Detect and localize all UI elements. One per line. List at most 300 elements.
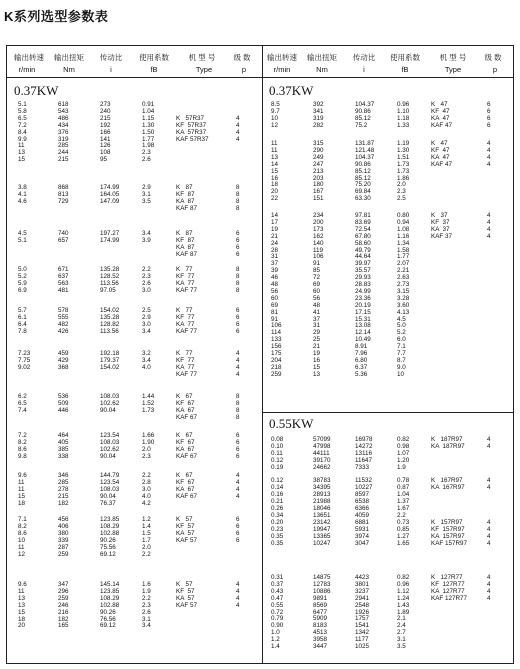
cell-factor: 1.30 [397, 146, 410, 154]
cell-factor: 1.04 [142, 107, 155, 115]
cell-factor: 1.98 [142, 142, 155, 150]
cell-factor: 2.3 [142, 149, 151, 157]
cell-model: KF 77 [176, 313, 195, 321]
cell-factor: 2.9 [142, 184, 151, 191]
cell-poles: 4 [236, 581, 240, 588]
section-037kw-right: 0.37KW [269, 83, 314, 98]
cell-ratio: 166 [100, 128, 111, 136]
cell-model: K 67 [176, 472, 193, 479]
cell-model: K 57 [176, 516, 193, 523]
cell-factor: 0.85 [397, 525, 410, 533]
cell-factor: 2.3 [397, 188, 406, 196]
cell-factor: 10 [397, 370, 405, 378]
cell-ratio: 4059 [355, 511, 370, 519]
cell-ratio: 90.04 [100, 492, 116, 500]
cell-torque: 38783 [313, 477, 331, 484]
cell-ratio: 8597 [355, 490, 370, 498]
cell-model: KA 167R97 [431, 483, 465, 491]
cell-ratio: 174.99 [100, 184, 120, 191]
cell-speed: 22 [271, 195, 279, 203]
cell-poles: 6 [236, 327, 240, 335]
cell-speed: 20 [18, 622, 26, 630]
left-header [6, 45, 262, 78]
cell-model: K 37 [431, 212, 448, 219]
cell-speed: 0.35 [271, 532, 284, 540]
cell-ratio: 128.52 [100, 272, 120, 280]
cell-ratio: 90.04 [100, 406, 116, 414]
cell-model: KAF 57 [176, 601, 197, 609]
cell-factor: 1.27 [397, 532, 410, 540]
cell-torque: 315 [313, 140, 324, 147]
cell-ratio: 3047 [355, 539, 370, 547]
cell-speed: 6.4 [18, 320, 27, 328]
cell-ratio: 113.56 [100, 327, 119, 335]
cell-ratio: 97.05 [100, 286, 116, 294]
cell-speed: 11 [18, 478, 25, 486]
cell-ratio: 6538 [355, 497, 370, 505]
header-model: 机 型 号 [188, 53, 216, 62]
cell-factor: 2.8 [142, 478, 151, 486]
cell-model: KA 157R97 [431, 532, 465, 540]
cell-factor: 1.12 [397, 587, 410, 595]
cell-torque: 25 [313, 336, 321, 344]
cell-speed: 0.55 [271, 601, 284, 609]
cell-speed: 5.9 [18, 279, 27, 287]
cell-ratio: 3801 [355, 580, 370, 588]
cell-factor: 7.1 [397, 343, 406, 351]
cell-ratio: 90.86 [355, 160, 371, 168]
cell-factor: 3.28 [397, 294, 410, 302]
cell-torque: 140 [313, 239, 324, 247]
cell-speed: 7.1 [18, 516, 27, 523]
cell-speed: 10 [271, 114, 279, 122]
cell-factor: 2.7 [397, 629, 406, 637]
cell-ratio: 11647 [355, 456, 373, 464]
cell-torque: 28913 [313, 490, 331, 498]
cell-factor: 4.13 [397, 308, 410, 316]
cell-ratio: 215 [100, 114, 111, 122]
cell-speed: 10 [18, 536, 26, 544]
cell-speed: 19 [271, 225, 279, 233]
cell-torque: 14875 [313, 574, 331, 581]
cell-poles: 6 [236, 432, 240, 439]
cell-ratio: 16978 [355, 436, 373, 443]
cell-model: KAF 67 [176, 492, 197, 500]
cell-poles: 4 [487, 218, 491, 226]
cell-torque: 346 [58, 472, 69, 479]
cell-model: KAF 47 [431, 160, 452, 168]
cell-factor: 3.9 [142, 236, 151, 244]
cell-ratio: 28.83 [355, 281, 371, 288]
cell-model: KAF 87 [176, 204, 197, 212]
cell-model: KF 87 [176, 190, 195, 198]
cell-factor: 1.51 [397, 153, 410, 161]
cell-factor: 3.15 [397, 287, 410, 295]
cell-ratio: 24.99 [355, 287, 371, 295]
cell-torque: 339 [58, 536, 69, 544]
cell-torque: 319 [313, 114, 324, 122]
cell-ratio: 108 [100, 149, 111, 157]
cell-poles: 8 [236, 190, 240, 198]
cell-ratio: 7.96 [355, 350, 368, 357]
cell-model: KA 57 [176, 594, 195, 602]
cell-factor: 2.3 [142, 601, 151, 609]
cell-torque: 341 [313, 107, 324, 115]
cell-poles: 4 [487, 483, 491, 491]
cell-poles: 4 [487, 232, 491, 240]
cell-ratio: 5931 [355, 525, 370, 533]
cell-speed: 14 [271, 160, 279, 168]
cell-factor: 0.87 [397, 483, 410, 491]
cell-ratio: 10.49 [355, 336, 371, 344]
cell-speed: 9.8 [18, 452, 27, 460]
cell-ratio: 1757 [355, 615, 370, 623]
cell-poles: 4 [236, 135, 240, 143]
cell-poles: 4 [236, 485, 240, 493]
cell-torque: 12783 [313, 580, 331, 588]
cell-ratio: 69.12 [100, 550, 116, 558]
cell-speed: 0.34 [271, 511, 284, 519]
cell-torque: 578 [58, 307, 69, 314]
cell-speed: 24 [271, 239, 279, 247]
cell-factor: 2.6 [142, 608, 151, 616]
cell-ratio: 174.99 [100, 236, 120, 244]
cell-speed: 0.43 [271, 587, 284, 595]
cell-factor: 0.91 [142, 101, 155, 108]
cell-factor: 0.98 [397, 442, 410, 450]
cell-poles: 6 [236, 438, 240, 446]
cell-speed: 0.10 [271, 442, 284, 450]
cell-torque: 244 [58, 149, 69, 157]
cell-ratio: 179.37 [100, 356, 120, 364]
cell-ratio: 144.79 [100, 472, 120, 479]
cell-model: K 157R97 [431, 519, 463, 526]
cell-ratio: 49.79 [355, 246, 371, 254]
cell-poles: 8 [236, 413, 240, 421]
cell-poles: 6 [487, 114, 491, 122]
cell-speed: 11 [18, 543, 25, 551]
header-model: 机 型 号 [439, 53, 467, 62]
cell-poles: 4 [236, 587, 240, 595]
cell-factor: 1.89 [397, 608, 410, 616]
cell-ratio: 108.03 [100, 438, 120, 446]
cell-factor: 4.0 [142, 492, 151, 500]
cell-torque: 5909 [313, 615, 328, 623]
cell-speed: 5.0 [18, 266, 27, 273]
unit-factor: fB [401, 65, 409, 74]
cell-speed: 91 [271, 315, 279, 323]
cell-speed: 11 [18, 587, 25, 595]
cell-speed: 8.6 [18, 529, 27, 537]
cell-factor: 1.04 [397, 490, 410, 498]
cell-factor: 2.9 [142, 313, 151, 321]
cell-ratio: 11532 [355, 477, 373, 484]
cell-factor: 1.50 [142, 128, 155, 136]
cell-factor: 1.65 [397, 539, 410, 547]
right-column [263, 45, 514, 664]
cell-ratio: 10227 [355, 483, 373, 491]
cell-ratio: 3974 [355, 532, 370, 540]
cell-poles: 4 [487, 436, 491, 443]
cell-poles: 8 [236, 197, 240, 205]
cell-model: KAF 157R97 [431, 539, 468, 547]
cell-torque: 23142 [313, 519, 331, 526]
cell-model: KA 87 [176, 243, 195, 251]
cell-torque: 368 [58, 363, 69, 371]
cell-ratio: 67.80 [355, 232, 371, 240]
cell-speed: 0.11 [271, 449, 283, 457]
cell-factor: 1.86 [397, 174, 410, 182]
cell-speed: 1.2 [271, 636, 280, 644]
cell-factor: 7.7 [397, 350, 406, 357]
cell-model: K 57R37 [176, 114, 205, 122]
cell-ratio: 123.85 [100, 516, 120, 523]
cell-speed: 9.7 [271, 107, 280, 115]
cell-torque: 69 [313, 281, 321, 288]
cell-torque: 234 [313, 212, 324, 219]
cell-factor: 2.07 [397, 260, 410, 268]
cell-model: K 77 [176, 266, 193, 273]
cell-model: KA 67 [176, 485, 195, 493]
cell-ratio: 12.14 [355, 329, 371, 337]
cell-speed: 9.6 [18, 581, 27, 588]
cell-model: K 57 [176, 581, 193, 588]
cell-torque: 249 [313, 153, 324, 161]
cell-speed: 48 [271, 281, 279, 288]
cell-factor: 1.37 [397, 497, 410, 505]
cell-model: KF 127R77 [431, 580, 465, 588]
cell-model: K 77 [176, 350, 193, 357]
cell-factor: 3.0 [142, 286, 151, 294]
cell-factor: 1.66 [142, 432, 155, 439]
cell-speed: 0.08 [271, 436, 284, 443]
cell-poles: 6 [236, 313, 240, 321]
cell-speed: 69 [271, 301, 279, 309]
cell-ratio: 6.80 [355, 356, 368, 364]
cell-ratio: 1541 [355, 622, 370, 630]
cell-model: KAF 67 [176, 452, 197, 460]
cell-torque: 173 [313, 225, 324, 233]
cell-speed: 17 [271, 218, 279, 226]
cell-ratio: 20.19 [355, 301, 371, 309]
cell-factor: 2.2 [142, 266, 151, 273]
cell-ratio: 85.12 [355, 114, 371, 122]
cell-torque: 8183 [313, 622, 328, 630]
cell-factor: 2.21 [397, 267, 410, 275]
cell-poles: 8 [236, 399, 240, 407]
cell-torque: 57099 [313, 436, 331, 443]
cell-speed: 175 [271, 350, 282, 357]
cell-factor: 1.9 [142, 587, 151, 595]
cell-ratio: 23.36 [355, 294, 371, 302]
cell-speed: 81 [271, 308, 279, 316]
cell-factor: 2.2 [142, 594, 151, 602]
cell-speed: 4.5 [18, 230, 27, 237]
cell-ratio: 29.93 [355, 274, 371, 282]
cell-ratio: 85.12 [355, 174, 371, 182]
cell-torque: 338 [58, 452, 69, 460]
cell-speed: 0.20 [271, 519, 284, 526]
cell-model: KAF 87 [176, 250, 197, 258]
cell-torque: 434 [58, 121, 69, 129]
cell-factor: 1.19 [397, 140, 410, 147]
cell-factor: 3.4 [142, 356, 151, 364]
cell-ratio: 75.56 [100, 543, 116, 551]
cell-factor: 5.2 [397, 329, 406, 337]
cell-poles: 8 [236, 204, 240, 212]
cell-poles: 6 [487, 107, 491, 115]
cell-poles: 4 [236, 356, 240, 364]
cell-ratio: 197.27 [100, 230, 120, 237]
cell-ratio: 121.48 [355, 146, 375, 154]
cell-ratio: 128.82 [100, 320, 120, 328]
cell-model: KF 47 [431, 146, 450, 154]
header-ratio: 传动比 [99, 53, 123, 62]
cell-torque: 285 [58, 142, 69, 150]
cell-factor: 9.0 [397, 363, 406, 371]
cell-poles: 4 [487, 574, 491, 581]
cell-speed: 1.0 [271, 629, 280, 637]
header-speed: 输出转速 [14, 53, 44, 62]
cell-ratio: 273 [100, 101, 111, 108]
cell-poles: 4 [236, 601, 240, 609]
unit-model: Type [195, 65, 213, 74]
cell-model: KA 87 [176, 197, 195, 205]
cell-ratio: 6.37 [355, 363, 368, 371]
cell-torque: 21 [313, 343, 321, 351]
cell-ratio: 108.29 [100, 522, 120, 530]
cell-ratio: 102.62 [100, 445, 120, 453]
cell-factor: 1.16 [397, 232, 410, 240]
cell-torque: 151 [313, 195, 324, 203]
cell-torque: 39170 [313, 456, 331, 464]
cell-torque: 729 [58, 197, 69, 205]
cell-model: K 47 [431, 140, 448, 147]
cell-model: KF 157R97 [431, 525, 465, 533]
cell-factor: 4.0 [142, 363, 151, 371]
cell-ratio: 39.97 [355, 260, 371, 268]
cell-factor: 2.0 [397, 181, 406, 189]
cell-speed: 7.23 [18, 350, 31, 357]
cell-ratio: 192 [100, 121, 111, 129]
cell-torque: 16 [313, 356, 321, 364]
cell-torque: 247 [313, 160, 324, 168]
cell-factor: 1.73 [397, 167, 410, 175]
cell-factor: 1.20 [397, 456, 410, 464]
cell-ratio: 164.05 [100, 190, 120, 198]
cell-speed: 11 [18, 485, 25, 493]
cell-ratio: 154.02 [100, 307, 120, 314]
cell-factor: 1.43 [397, 601, 410, 609]
cell-factor: 1.9 [397, 463, 406, 471]
cell-ratio: 90.04 [100, 452, 116, 460]
cell-torque: 464 [58, 432, 69, 439]
cell-factor: 3.2 [142, 350, 151, 357]
cell-poles: 6 [236, 445, 240, 453]
unit-speed: r/min [273, 65, 291, 74]
cell-torque: 215 [58, 492, 69, 500]
cell-poles: 4 [487, 539, 491, 547]
cell-poles: 4 [236, 594, 240, 602]
cell-poles: 6 [487, 121, 491, 129]
cell-model: KAF 57R37 [176, 135, 209, 143]
cell-factor: 3.5 [142, 197, 151, 205]
cell-ratio: 13116 [355, 449, 373, 457]
cell-speed: 0.12 [271, 477, 284, 484]
cell-torque: 21988 [313, 497, 331, 505]
cell-factor: 1.7 [142, 536, 151, 544]
cell-ratio: 75.2 [355, 121, 368, 129]
cell-model: KA 67 [176, 406, 195, 414]
cell-torque: 543 [58, 107, 69, 115]
cell-factor: 3.1 [397, 636, 406, 644]
cell-torque: 740 [58, 230, 69, 237]
cell-model: KF 87 [176, 236, 195, 244]
cell-speed: 0.19 [271, 463, 284, 471]
cell-speed: 7.75 [18, 356, 31, 364]
cell-ratio: 102.88 [100, 601, 120, 609]
cell-ratio: 108.03 [100, 393, 120, 400]
cell-factor: 1.24 [397, 594, 410, 602]
cell-speed: 5.7 [18, 307, 27, 314]
cell-poles: 4 [236, 121, 240, 129]
cell-poles: 4 [236, 370, 240, 378]
cell-poles: 4 [487, 146, 491, 154]
cell-torque: 482 [58, 320, 69, 328]
cell-torque: 509 [58, 399, 69, 407]
cell-factor: 2.3 [142, 272, 151, 280]
cell-ratio: 108.03 [100, 485, 120, 493]
cell-factor: 2.0 [142, 445, 151, 453]
cell-torque: 429 [58, 356, 69, 364]
cell-torque: 296 [58, 587, 69, 595]
cell-torque: 446 [58, 406, 69, 414]
cell-poles: 4 [236, 472, 240, 479]
cell-speed: 11 [271, 146, 278, 154]
cell-factor: 3.1 [142, 190, 151, 198]
cell-ratio: 6881 [355, 519, 370, 526]
cell-torque: 85 [313, 267, 321, 275]
cell-ratio: 72.54 [355, 225, 371, 233]
cell-factor: 5.0 [397, 322, 406, 330]
cell-torque: 426 [58, 327, 69, 335]
cell-speed: 28 [271, 246, 279, 254]
cell-speed: 15 [271, 167, 279, 175]
cell-torque: 200 [313, 218, 324, 226]
cell-model: KF 57 [176, 587, 195, 595]
cell-speed: 0.35 [271, 539, 284, 547]
cell-speed: 0.37 [271, 580, 284, 588]
header-torque: 输出扭矩 [307, 53, 337, 62]
cell-torque: 106 [313, 253, 324, 261]
cell-torque: 486 [58, 114, 69, 122]
cell-model: KF 57 [176, 522, 195, 530]
cell-factor: 4.2 [142, 499, 151, 507]
cell-torque: 182 [58, 615, 69, 623]
cell-poles: 6 [236, 536, 240, 544]
cell-speed: 60 [271, 294, 279, 302]
cell-poles: 4 [236, 128, 240, 136]
cell-factor: 0.96 [397, 580, 410, 588]
cell-speed: 9.9 [18, 135, 27, 143]
cell-poles: 6 [236, 243, 240, 251]
cell-speed: 18 [271, 181, 279, 189]
cell-poles: 4 [487, 525, 491, 533]
cell-speed: 46 [271, 274, 279, 282]
cell-ratio: 1342 [355, 629, 370, 637]
cell-factor: 0.73 [397, 519, 410, 526]
cell-ratio: 102.62 [100, 399, 120, 407]
